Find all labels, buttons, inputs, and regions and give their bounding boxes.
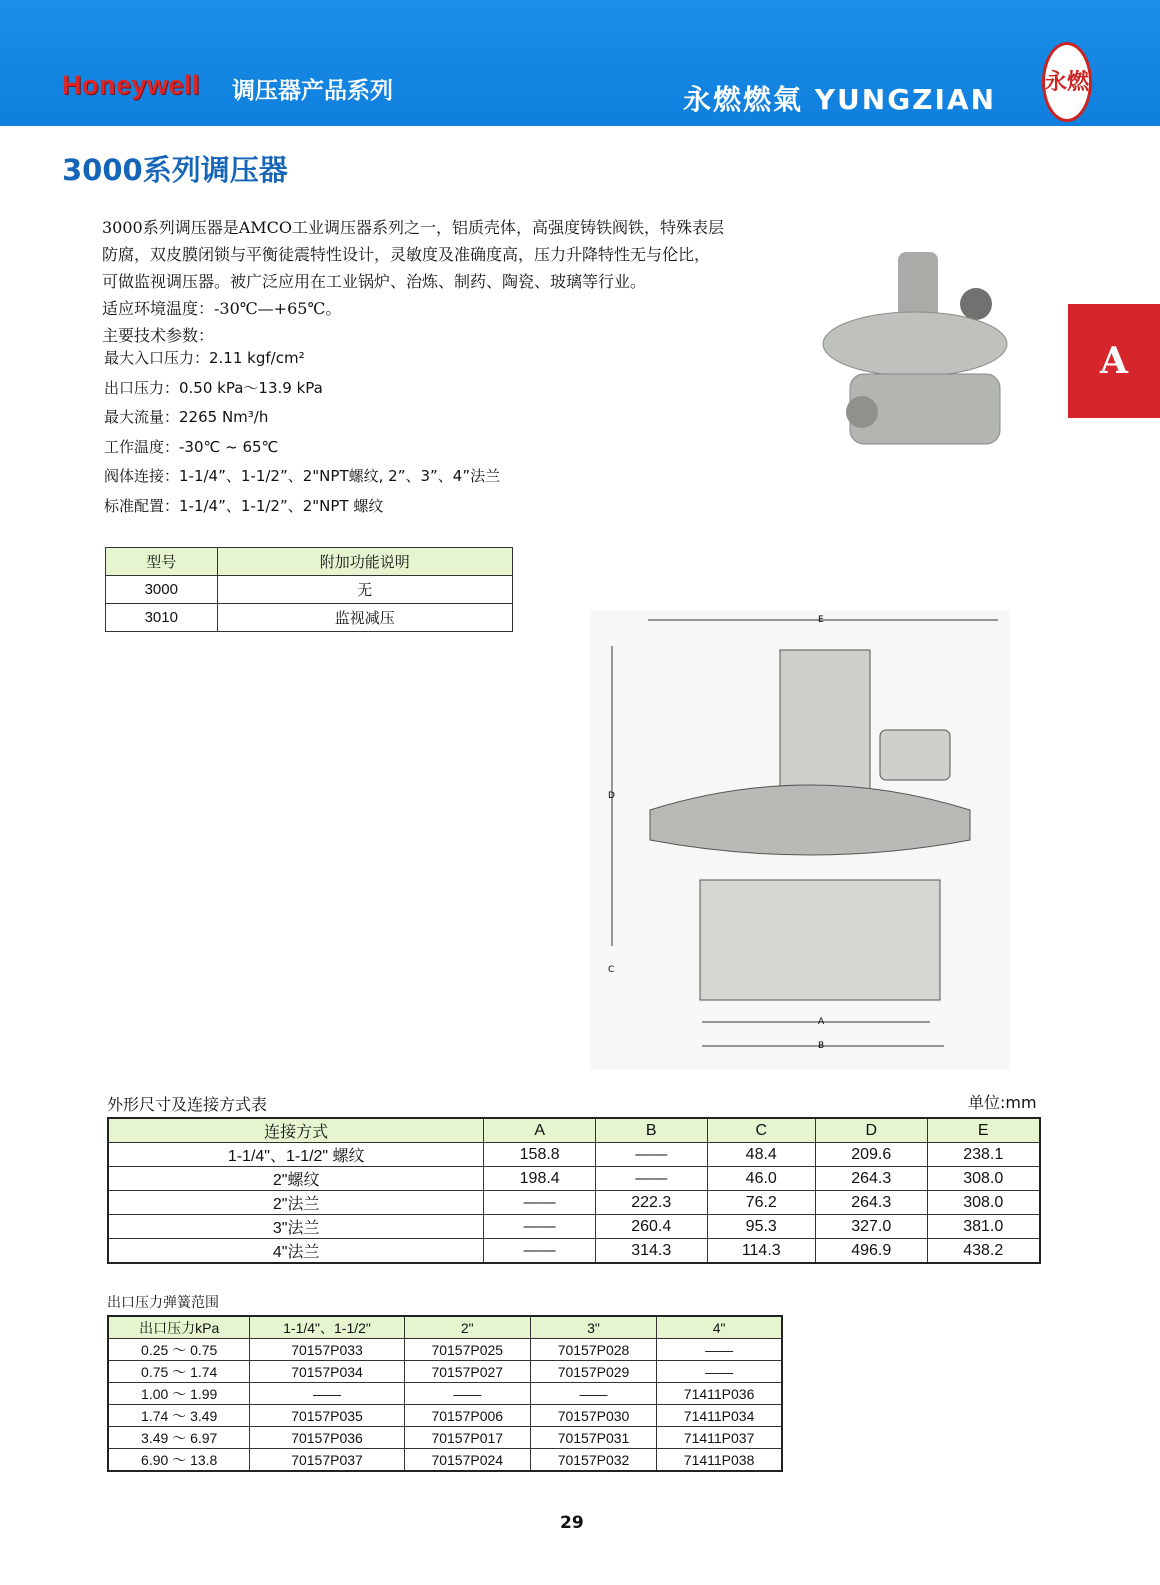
spring-table [107, 1315, 783, 1472]
regulator-photo [820, 244, 1010, 464]
dim-label-d: D [608, 791, 615, 801]
table-cell: 46.0 [707, 1167, 815, 1191]
table-row [106, 576, 513, 604]
table-cell: 2"螺纹 [108, 1167, 484, 1191]
table-cell: —— [657, 1361, 782, 1383]
table-cell: 71411P037 [657, 1427, 782, 1449]
table-cell: 1.00 ～ 1.99 [108, 1383, 250, 1405]
table-cell: 48.4 [707, 1143, 815, 1167]
intro-text [102, 214, 792, 349]
table-row [108, 1427, 782, 1449]
intro-line: 主要技术参数： [102, 326, 215, 345]
table-cell: 1-1/4"、1-1/2" 螺纹 [108, 1143, 484, 1167]
table-header: 出口压力kPa [108, 1316, 250, 1339]
table-cell: 70157P035 [250, 1405, 404, 1427]
table-cell: —— [595, 1143, 707, 1167]
table-cell: 438.2 [927, 1239, 1040, 1264]
table-header: 1-1/4"、1-1/2" [250, 1316, 404, 1339]
table-cell: 70157P029 [530, 1361, 656, 1383]
table-cell: 70157P032 [530, 1449, 656, 1472]
table-cell: 198.4 [484, 1167, 596, 1191]
brand-logo: Honeywell [62, 70, 201, 100]
table-cell: 70157P034 [250, 1361, 404, 1383]
table-cell: 70157P030 [530, 1405, 656, 1427]
table-cell: 0.75 ～ 1.74 [108, 1361, 250, 1383]
spring-caption: 出口压力弹簧范围 [107, 1295, 219, 1311]
table-header: 2" [404, 1316, 530, 1339]
page-title: 3000系列调压器 [62, 153, 288, 187]
intro-line: 3000系列调压器是AMCO工业调压器系列之一，铝质壳体，高强度铸铁阀铁，特殊表层 [102, 218, 725, 237]
table-header: C [707, 1118, 815, 1143]
table-cell: 71411P034 [657, 1405, 782, 1427]
table-cell: 1.74 ～ 3.49 [108, 1405, 250, 1427]
dim-label-c: C [608, 965, 615, 975]
table-row [108, 1215, 1040, 1239]
table-header: B [595, 1118, 707, 1143]
table-cell: 6.90 ～ 13.8 [108, 1449, 250, 1472]
table-header-row [106, 548, 513, 576]
intro-line: 可做监视调压器。被广泛应用在工业锅炉、治炼、制药、陶瓷、玻璃等行业。 [102, 272, 647, 291]
table-header: 型号 [106, 548, 218, 576]
table-cell: 70157P037 [250, 1449, 404, 1472]
dimension-table [107, 1117, 1041, 1264]
table-cell: 264.3 [815, 1167, 927, 1191]
table-cell: 2"法兰 [108, 1191, 484, 1215]
series-title: 调压器产品系列 [232, 78, 393, 104]
intro-line: 防腐，双皮膜闭锁与平衡徒震特性设计，灵敏度及准确度高，压力升降特性无与伦比， [102, 245, 711, 264]
dimension-unit: 单位:mm [968, 1093, 1037, 1112]
table-cell: 496.9 [815, 1239, 927, 1264]
table-row [108, 1405, 782, 1427]
spec-item: 最大入口压力：2.11 kgf/cm² [104, 349, 305, 367]
company-name: 永燃燃氣 YUNGZIAN [683, 83, 997, 116]
table-cell: 3.49 ～ 6.97 [108, 1427, 250, 1449]
table-row [106, 604, 513, 632]
page-header [0, 0, 1160, 126]
table-cell: 70157P025 [404, 1339, 530, 1361]
spec-item: 工作温度：-30℃ ~ 65℃ [104, 437, 279, 456]
table-cell: 71411P038 [657, 1449, 782, 1472]
table-cell: 4"法兰 [108, 1239, 484, 1264]
table-cell: 3"法兰 [108, 1215, 484, 1239]
table-cell: —— [250, 1383, 404, 1405]
table-cell: 70157P006 [404, 1405, 530, 1427]
cross-section-drawing [590, 610, 1010, 1070]
table-cell: 70157P027 [404, 1361, 530, 1383]
table-header: 3" [530, 1316, 656, 1339]
dim-label-e: E [818, 615, 824, 625]
table-cell: 监视减压 [217, 604, 512, 632]
table-header: 连接方式 [108, 1118, 484, 1143]
table-cell: 0.25 ～ 0.75 [108, 1339, 250, 1361]
company-seal: 永燃 [1042, 42, 1092, 122]
table-cell: 70157P033 [250, 1339, 404, 1361]
table-cell: 308.0 [927, 1167, 1040, 1191]
spec-list [104, 344, 500, 521]
table-cell: —— [595, 1167, 707, 1191]
table-header-row [108, 1118, 1040, 1143]
table-cell: 95.3 [707, 1215, 815, 1239]
table-header-row [108, 1316, 782, 1339]
table-row [108, 1167, 1040, 1191]
table-row [108, 1449, 782, 1472]
table-cell: 70157P028 [530, 1339, 656, 1361]
dim-label-a: A [818, 1017, 825, 1027]
table-cell: 238.1 [927, 1143, 1040, 1167]
table-header: 4" [657, 1316, 782, 1339]
table-cell: 70157P024 [404, 1449, 530, 1472]
table-cell: 209.6 [815, 1143, 927, 1167]
table-row [108, 1361, 782, 1383]
table-cell: —— [657, 1339, 782, 1361]
table-header: A [484, 1118, 596, 1143]
model-table [105, 547, 513, 632]
table-cell: 327.0 [815, 1215, 927, 1239]
table-header: 附加功能说明 [217, 548, 512, 576]
spec-item: 出口压力：0.50 kPa～13.9 kPa [104, 378, 323, 397]
table-cell: 70157P036 [250, 1427, 404, 1449]
table-row [108, 1339, 782, 1361]
dim-label-b: B [818, 1041, 825, 1051]
table-cell: 260.4 [595, 1215, 707, 1239]
table-cell: 114.3 [707, 1239, 815, 1264]
spec-item: 阀体连接：1-1/4”、1-1/2”、2"NPT螺纹, 2”、3”、4”法兰 [104, 467, 501, 485]
table-cell: 381.0 [927, 1215, 1040, 1239]
section-tab: A [1068, 304, 1160, 418]
intro-line: 适应环境温度：-30℃—+65℃。 [102, 299, 342, 318]
table-cell: 70157P017 [404, 1427, 530, 1449]
spec-item: 最大流量：2265 Nm³/h [104, 408, 269, 426]
table-cell: 3000 [106, 576, 218, 604]
table-cell: —— [484, 1239, 596, 1264]
table-cell: 76.2 [707, 1191, 815, 1215]
table-row [108, 1191, 1040, 1215]
table-cell: —— [484, 1191, 596, 1215]
table-cell: —— [530, 1383, 656, 1405]
table-cell: 264.3 [815, 1191, 927, 1215]
table-row [108, 1383, 782, 1405]
table-row [108, 1239, 1040, 1264]
table-cell: 71411P036 [657, 1383, 782, 1405]
table-row [108, 1143, 1040, 1167]
table-cell: 3010 [106, 604, 218, 632]
table-cell: —— [404, 1383, 530, 1405]
dimension-caption: 外形尺寸及连接方式表 [107, 1095, 268, 1114]
table-header: D [815, 1118, 927, 1143]
table-cell: —— [484, 1215, 596, 1239]
page-number: 29 [560, 1513, 584, 1533]
table-cell: 314.3 [595, 1239, 707, 1264]
table-cell: 308.0 [927, 1191, 1040, 1215]
table-cell: 70157P031 [530, 1427, 656, 1449]
table-header: E [927, 1118, 1040, 1143]
table-cell: 无 [217, 576, 512, 604]
table-cell: 222.3 [595, 1191, 707, 1215]
table-cell: 158.8 [484, 1143, 596, 1167]
spec-item: 标准配置：1-1/4”、1-1/2”、2"NPT 螺纹 [104, 496, 384, 515]
